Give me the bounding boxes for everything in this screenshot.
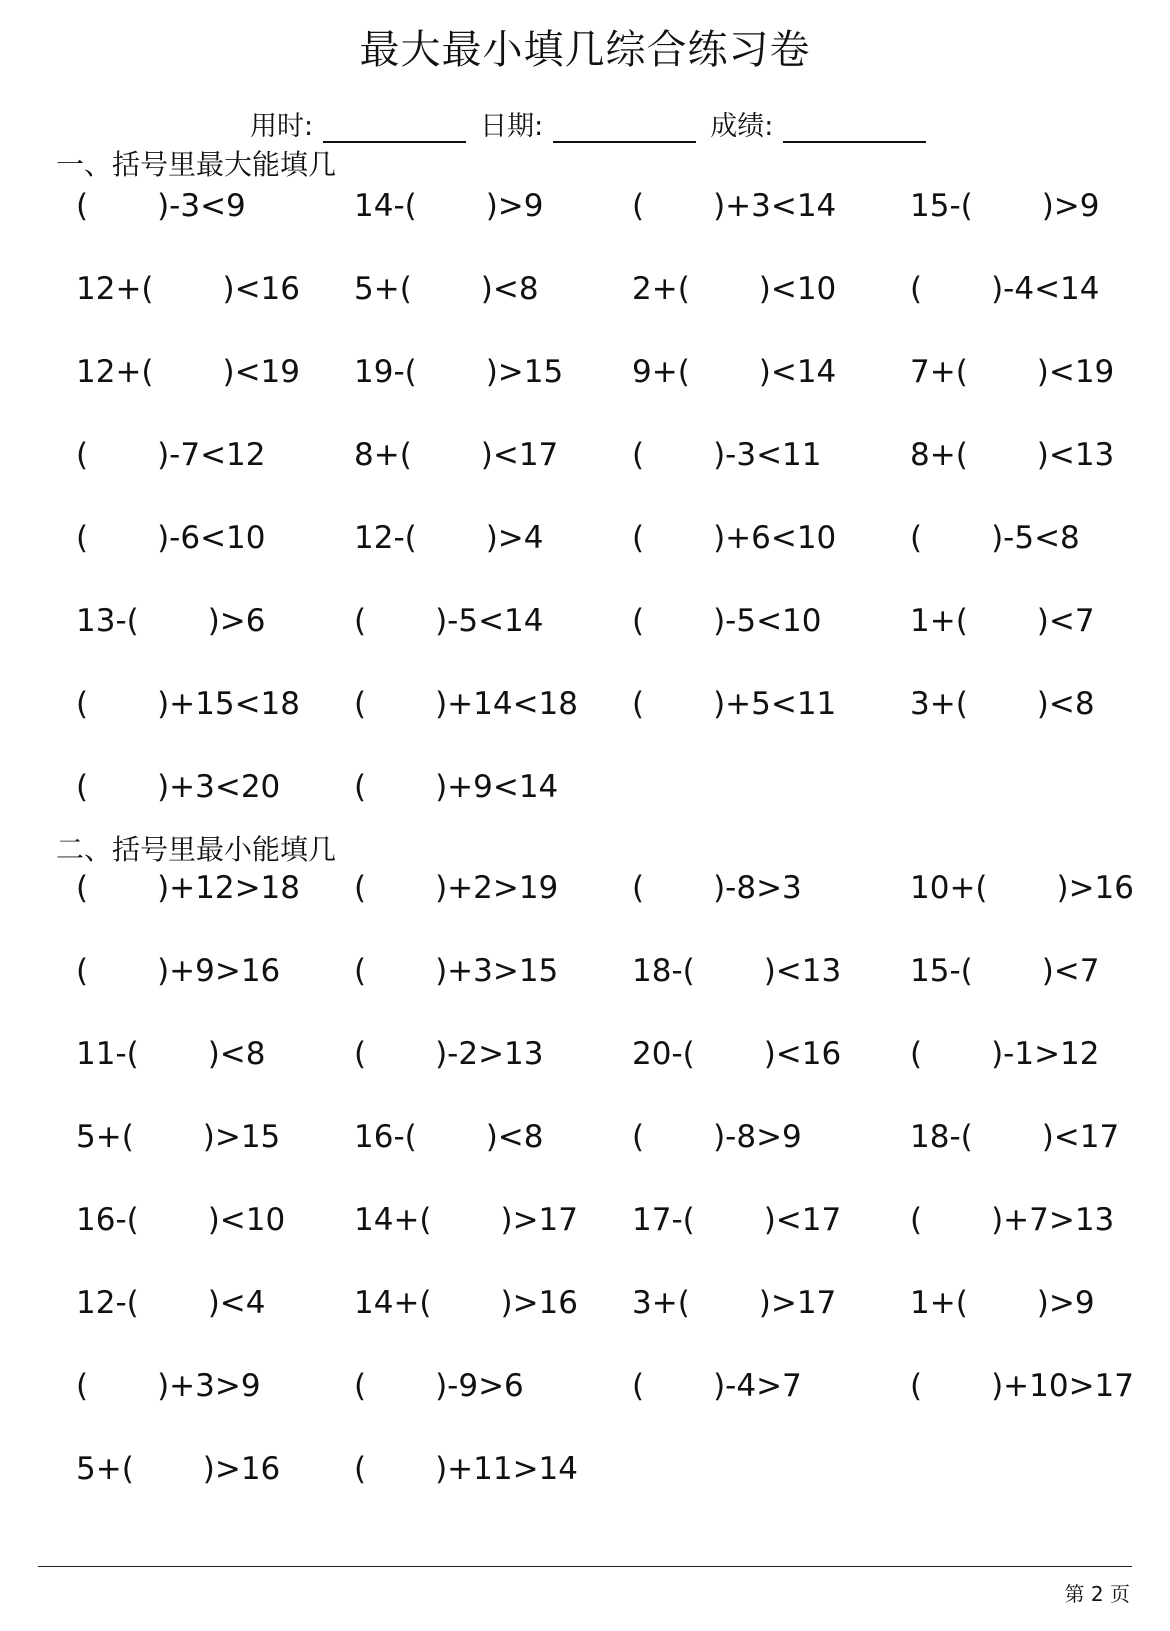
date-field [480,104,696,143]
problem-item[interactable]: 8+( )<17 [354,437,559,473]
problem-item[interactable]: 14+( )>17 [354,1202,579,1238]
problem-item[interactable]: ( )-4<14 [910,271,1100,307]
problem-item[interactable]: ( )+3>9 [76,1368,261,1404]
problem-item[interactable]: 5+( )<8 [354,271,539,307]
problem-item[interactable]: ( )+10>17 [910,1368,1135,1404]
problem-item[interactable]: ( )-3<9 [76,188,246,224]
section-2-problems [76,867,1156,1531]
meta-row [250,104,940,143]
date-blank[interactable] [553,111,696,143]
time-label: 用时: [250,111,314,142]
page-number: 第 2 页 [1064,1582,1130,1606]
problem-item[interactable]: ( )+15<18 [76,686,301,722]
score-blank[interactable] [783,111,926,143]
problem-item[interactable]: ( )+6<10 [632,520,837,556]
problem-item[interactable]: ( )+3<14 [632,188,837,224]
problem-item[interactable]: ( )+3>15 [354,953,559,989]
footer-divider [38,1566,1132,1567]
problem-item[interactable]: 9+( )<14 [632,354,837,390]
section-2-heading: 二、括号里最小能填几 [56,833,337,866]
problem-item[interactable]: 14-( )>9 [354,188,544,224]
problem-item[interactable]: 8+( )<13 [910,437,1115,473]
problem-item[interactable]: 10+( )>16 [910,870,1135,906]
problem-item[interactable]: 7+( )<19 [910,354,1115,390]
problem-item[interactable]: ( )-4>7 [632,1368,802,1404]
problem-item[interactable]: 14+( )>16 [354,1285,579,1321]
problem-item[interactable]: 12-( )>4 [354,520,544,556]
problem-item[interactable]: 15-( )<7 [910,953,1100,989]
section-1-problems [76,185,1156,849]
problem-item[interactable]: 16-( )<10 [76,1202,286,1238]
problem-item[interactable]: ( )-8>3 [632,870,802,906]
problem-item[interactable]: ( )-3<11 [632,437,822,473]
problem-item[interactable]: ( )+14<18 [354,686,579,722]
score-label: 成绩: [710,111,774,142]
problem-item[interactable]: 12+( )<19 [76,354,301,390]
problem-item[interactable]: 13-( )>6 [76,603,266,639]
problem-item[interactable]: 18-( )<17 [910,1119,1120,1155]
problem-item[interactable]: ( )-7<12 [76,437,266,473]
score-field [710,104,926,143]
time-blank[interactable] [323,111,466,143]
problem-item[interactable]: 3+( )>17 [632,1285,837,1321]
problem-item[interactable]: 15-( )>9 [910,188,1100,224]
problem-item[interactable]: ( )+2>19 [354,870,559,906]
time-field [250,104,466,143]
section-1-heading: 一、括号里最大能填几 [56,148,337,181]
problem-item[interactable]: 17-( )<17 [632,1202,842,1238]
problem-item[interactable]: ( )+7>13 [910,1202,1115,1238]
problem-item[interactable]: ( )+9<14 [354,769,559,805]
problem-item[interactable]: ( )-1>12 [910,1036,1100,1072]
problem-item[interactable]: ( )+11>14 [354,1451,579,1487]
problem-item[interactable]: ( )-5<8 [910,520,1080,556]
problem-item[interactable]: ( )+9>16 [76,953,281,989]
problem-item[interactable]: 5+( )>15 [76,1119,281,1155]
problem-item[interactable]: 18-( )<13 [632,953,842,989]
problem-item[interactable]: 12-( )<4 [76,1285,266,1321]
problem-item[interactable]: ( )-5<14 [354,603,544,639]
problem-item[interactable]: ( )+5<11 [632,686,837,722]
problem-item[interactable]: ( )-5<10 [632,603,822,639]
problem-item[interactable]: 2+( )<10 [632,271,837,307]
problem-item[interactable]: ( )+3<20 [76,769,281,805]
problem-item[interactable]: 12+( )<16 [76,271,301,307]
problem-item[interactable]: ( )-8>9 [632,1119,802,1155]
problem-item[interactable]: 1+( )>9 [910,1285,1095,1321]
date-label: 日期: [480,111,544,142]
problem-item[interactable]: 20-( )<16 [632,1036,842,1072]
problem-item[interactable]: 16-( )<8 [354,1119,544,1155]
problem-item[interactable]: 5+( )>16 [76,1451,281,1487]
problem-item[interactable]: 11-( )<8 [76,1036,266,1072]
problem-item[interactable]: ( )+12>18 [76,870,301,906]
worksheet-title: 最大最小填几综合练习卷 [359,27,811,73]
problem-item[interactable]: 3+( )<8 [910,686,1095,722]
problem-item[interactable]: ( )-9>6 [354,1368,524,1404]
problem-item[interactable]: ( )-6<10 [76,520,266,556]
problem-item[interactable]: ( )-2>13 [354,1036,544,1072]
problem-item[interactable]: 19-( )>15 [354,354,564,390]
problem-item[interactable]: 1+( )<7 [910,603,1095,639]
